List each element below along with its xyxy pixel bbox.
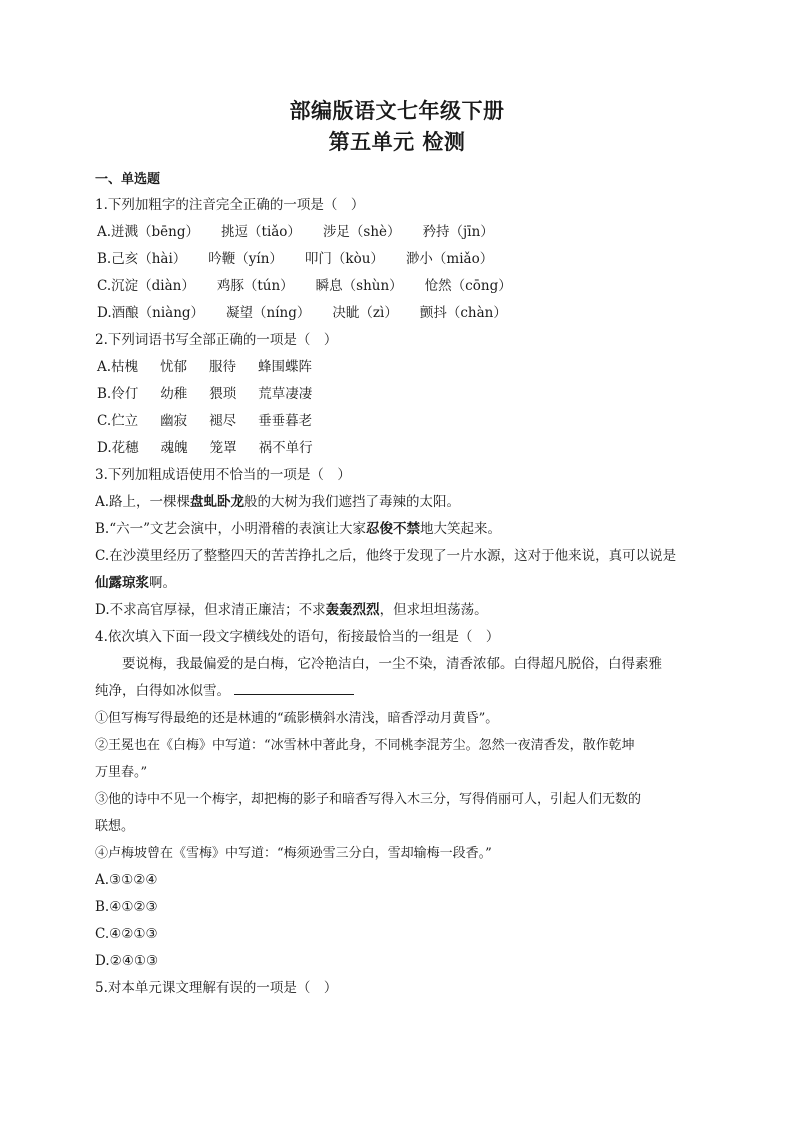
bold-idiom: 忍俊不禁 <box>366 521 421 537</box>
option-cell: 瞬息（shùn） <box>315 278 403 294</box>
fill-in-blank <box>234 680 354 695</box>
option-cell: 祸不单行 <box>258 440 313 456</box>
question-4-sentence-2-line-2: 万里春。” <box>95 765 148 780</box>
question-2-option-d <box>95 435 705 462</box>
question-3-option-b: B.“六一”文艺会演中，小明滑稽的表演让大家忍俊不禁地大笑起来。 <box>95 521 502 537</box>
question-4-sentence-4: ④卢梅坡曾在《雪梅》中写道：“梅须逊雪三分白，雪却输梅一段香。” <box>95 846 492 861</box>
option-cell: 决眦（zì） <box>332 305 398 321</box>
question-4-sentence-3-line-1: ③他的诗中不见一个梅字，却把梅的影子和暗香写得入木三分，写得俏丽可人，引起人们无数的 <box>95 792 642 807</box>
bold-idiom: 仙露琼浆 <box>95 575 149 591</box>
question-4-option-d: D.②④①③ <box>95 953 159 969</box>
question-2-option-c <box>95 408 705 435</box>
option-cell: 吟鞭（yín） <box>208 251 283 267</box>
option-cell: 幽寂 <box>160 413 188 429</box>
question-2-option-a <box>95 354 705 381</box>
option-cell: C.伫立 <box>97 413 139 429</box>
option-cell: D.花穗 <box>97 440 139 456</box>
section-heading: 一、单选题 <box>95 172 161 187</box>
option-cell: 魂魄 <box>160 440 188 456</box>
option-cell: 渺小（miǎo） <box>405 251 494 267</box>
question-3-option-a: A.路上，一棵棵盘虬卧龙般的大树为我们遮挡了毒辣的太阳。 <box>95 494 461 510</box>
option-cell: 矜持（jīn） <box>422 224 494 240</box>
question-3-option-d: D.不求高官厚禄，但求清正廉洁；不求轰轰烈烈，但求坦坦荡荡。 <box>95 602 488 618</box>
option-cell: 服待 <box>209 359 237 375</box>
question-1-option-a <box>95 219 705 246</box>
document-body <box>95 168 705 1002</box>
question-3-option-c-line-2: 仙露琼浆啊。 <box>95 575 176 591</box>
question-4-sentence-3-line-2: 联想。 <box>95 819 135 834</box>
option-cell: D.酒酿（niàng） <box>97 305 205 321</box>
document-title <box>0 95 794 157</box>
question-4-passage-line-2: 纯净，白得如冰似雪。 <box>95 678 705 705</box>
question-1-stem: 1.下列加粗字的注音完全正确的一项是（ ） <box>95 197 365 213</box>
option-cell: C.沉淀（diàn） <box>97 278 195 294</box>
option-cell: 挑逗（tiǎo） <box>221 224 301 240</box>
question-4-stem: 4.依次填入下面一段文字横线处的语句，衔接最恰当的一组是（ ） <box>95 629 500 645</box>
bold-idiom: 盘虬卧龙 <box>190 494 245 510</box>
question-3-option-c-line-1: C.在沙漠里经历了整整四天的苦苦挣扎之后，他终于发现了一片水源，这对于他来说，真可以说是 <box>95 548 677 564</box>
question-2-option-b <box>95 381 705 408</box>
title-line-1: 部编版语文七年级下册 <box>289 98 505 123</box>
option-cell: A.枯槐 <box>97 359 139 375</box>
option-cell: 猥琐 <box>209 386 237 402</box>
option-cell: A.迸溅（bēng） <box>97 224 200 240</box>
option-cell: B.己亥（hài） <box>97 251 187 267</box>
question-4-option-a: A.③①②④ <box>95 872 158 888</box>
option-cell: 幼稚 <box>160 386 188 402</box>
question-1-option-d <box>95 300 705 327</box>
option-cell: 垂垂暮老 <box>258 413 313 429</box>
option-cell: 褪尽 <box>209 413 237 429</box>
option-cell: 颤抖（chàn） <box>419 305 507 321</box>
option-cell: 鸡豚（tún） <box>216 278 294 294</box>
option-cell: 凝望（níng） <box>226 305 311 321</box>
question-2-stem: 2.下列词语书写全部正确的一项是（ ） <box>95 332 338 348</box>
option-cell: 忧郁 <box>160 359 188 375</box>
option-cell: 笼罩 <box>209 440 237 456</box>
option-cell: 怆然（cōng） <box>424 278 512 294</box>
option-cell: B.伶仃 <box>97 386 139 402</box>
option-cell: 蜂围蝶阵 <box>258 359 313 375</box>
option-cell: 荒草凄凄 <box>258 386 313 402</box>
question-4-sentence-1: ①但写梅写得最绝的还是林逋的“疏影横斜水清浅，暗香浮动月黄昏”。 <box>95 711 499 726</box>
question-5-stem: 5.对本单元课文理解有误的一项是（ ） <box>95 980 338 996</box>
option-cell: 涉足（shè） <box>322 224 401 240</box>
question-4-passage-line-1: 要说梅，我最偏爱的是白梅，它冷艳洁白，一尘不染，清香浓郁。白得超凡脱俗，白得素雅 <box>122 656 662 672</box>
question-4-option-b: B.④①②③ <box>95 899 158 915</box>
question-1-option-c <box>95 273 705 300</box>
option-cell: 叩门（kòu） <box>304 251 384 267</box>
title-line-2: 第五单元 检测 <box>328 129 466 154</box>
question-1-option-b <box>95 246 705 273</box>
question-3-stem: 3.下列加粗成语使用不恰当的一项是（ ） <box>95 467 351 483</box>
question-4-sentence-2-line-1: ②王冕也在《白梅》中写道：“冰雪林中著此身，不同桃李混芳尘。忽然一夜清香发，散作乾坤 <box>95 738 635 753</box>
bold-idiom: 轰轰烈烈 <box>325 602 380 618</box>
question-4-option-c: C.④②①③ <box>95 926 158 942</box>
